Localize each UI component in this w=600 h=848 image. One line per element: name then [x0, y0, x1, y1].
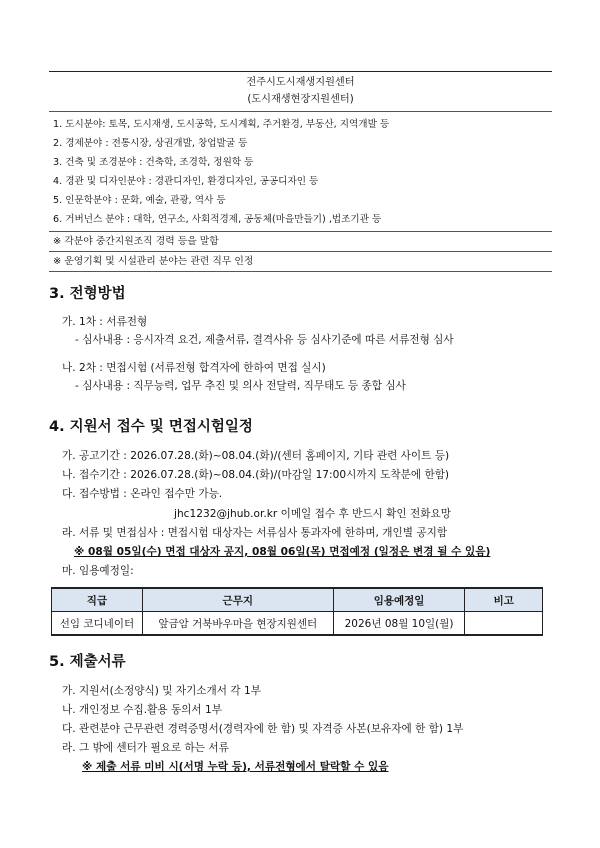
header-workplace: 근무지 [142, 588, 333, 612]
list-item: 1. 도시분야: 토목, 도시재생, 도시공학, 도시계획, 주거환경, 부동산, 지역개발 등 [53, 119, 390, 130]
cell-workplace: 앞금암 거북바우마을 현장지원센터 [142, 612, 333, 636]
appointment-date-label: 마. 임용예정일: [62, 565, 134, 577]
interview-notice: ※ 08월 05일(수) 면접 대상자 공지, 08월 06일(목) 면접예정 (일정은 변경 될 수 있음) [74, 546, 491, 558]
step-1: 가. 1차 : 서류전형 [62, 316, 148, 328]
section-3-title: 3. 전형방법 [49, 286, 126, 302]
step-2-detail: - 심사내용 : 직무능력, 업무 추진 및 의사 전달력, 직무태도 등 종합 심사 [75, 380, 406, 392]
section-4-title: 4. 지원서 접수 및 면접시험일정 [49, 419, 253, 435]
document-item: 라. 그 밖에 센터가 필요로 하는 서류 [62, 742, 229, 754]
document-item: 다. 관련분야 근무관련 경력증명서(경력자에 한 함) 및 자격증 사본(보유자에 한 함) 1부 [62, 723, 464, 735]
submission-warning: ※ 제출 서류 미비 시(서명 누락 등), 서류전형에서 탈락할 수 있음 [82, 761, 389, 773]
header-remarks: 비고 [465, 588, 543, 612]
schedule-table [51, 587, 543, 636]
cell-remarks [465, 612, 543, 636]
review-info: 라. 서류 및 면접심사 : 면접시험 대상자는 서류심사 통과자에 한하며, 개인별 공지함 [62, 527, 448, 539]
section-5-title: 5. 제출서류 [49, 654, 126, 670]
receipt-method: 다. 접수방법 : 온라인 접수만 가능. [62, 488, 223, 500]
note-career: ※ 각분야 중간지원조직 경력 등을 말함 [49, 232, 552, 252]
list-item: 4. 경관 및 디자인분야 : 경관디자인, 환경디자인, 공공디자인 등 [53, 176, 319, 187]
center-name: 전주시도시재생지원센터 [246, 77, 355, 88]
list-item: 6. 거버넌스 분야 : 대학, 연구소, 사회적경제, 공동체(마을만들기) ,법조기관 등 [53, 214, 382, 225]
cell-appointment-date: 2026년 08월 10일(월) [333, 612, 465, 636]
receipt-period: 나. 접수기간 : 2026.07.28.(화)~08.04.(화)/(마감일 17:00시까지 도착분에 한함) [62, 469, 450, 481]
cell-rank: 선임 코디네이터 [52, 612, 143, 636]
header-rank: 직급 [52, 588, 143, 612]
posting-period: 가. 공고기간 : 2026.07.28.(화)~08.04.(화)/(센터 홈페이지, 기타 관련 사이트 등) [62, 450, 450, 462]
note-admin: ※ 운영기획 및 시설관리 분야는 관련 직무 인정 [49, 252, 552, 272]
category-list [49, 112, 552, 232]
table-row [52, 612, 543, 636]
field-category-table [49, 71, 552, 272]
step-1-detail: - 심사내용 : 응시자격 요건, 제출서류, 결격사유 등 심사기준에 따른 서류전형 심사 [75, 334, 454, 346]
step-2: 나. 2차 : 면접시험 (서류전형 합격자에 한하여 면접 실시) [62, 362, 326, 374]
header-appointment-date: 임용예정일 [333, 588, 465, 612]
document-item: 나. 개인정보 수집.활용 동의서 1부 [62, 704, 222, 716]
table-header-row [52, 588, 543, 612]
list-item: 2. 경제분야 : 전통시장, 상권개발, 창업발굴 등 [53, 138, 248, 149]
list-item: 3. 건축 및 조경분야 : 건축학, 조경학, 정원학 등 [53, 157, 254, 168]
document-item: 가. 지원서(소정양식) 및 자기소개서 각 1부 [62, 685, 261, 697]
email-instruction: jhc1232@jhub.or.kr 이메일 접수 후 반드시 확인 전화요망 [174, 508, 451, 520]
sub-center-name: (도시재생현장지원센터) [247, 94, 354, 105]
list-item: 5. 인문학분야 : 문화, 예술, 관광, 역사 등 [53, 195, 226, 206]
table-header [49, 72, 552, 112]
